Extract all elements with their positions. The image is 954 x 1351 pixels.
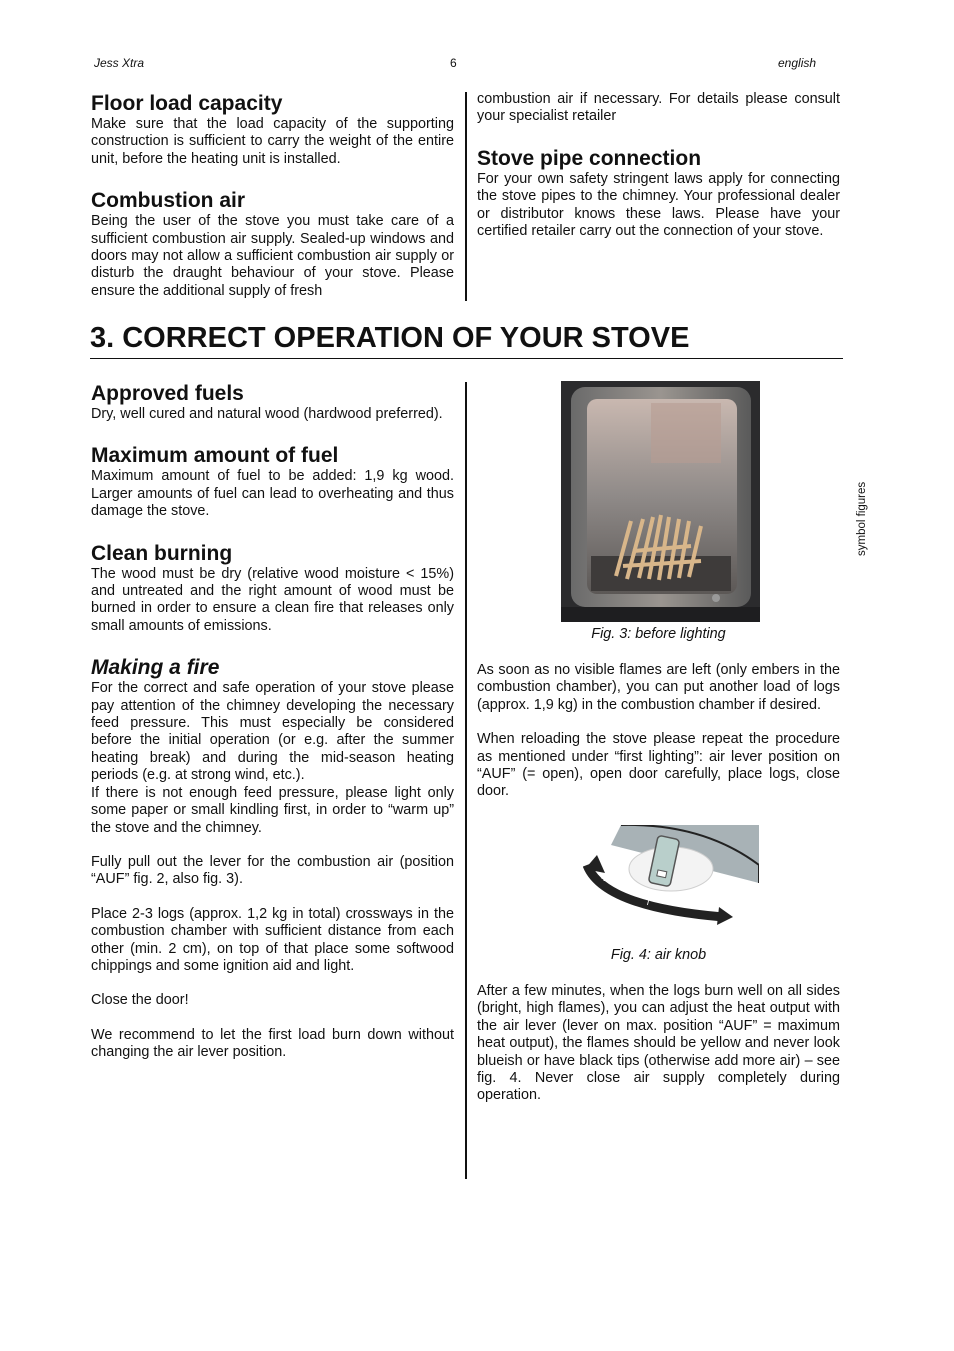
header-left: Jess Xtra	[94, 56, 145, 70]
pipe-text: For your own safety stringent laws apply for connecting the stove pipes to the chimney. Your professional dealer or distributor knows these laws. Please have your certified retailer carry out the connection of your stove.	[477, 170, 840, 240]
column-divider-top	[465, 92, 467, 301]
right-paragraph-2: When reloading the stove please repeat the procedure as mentioned under “first lighting”: air lever position on “AUF” (= open), open door carefully, place logs, close door.	[477, 731, 840, 800]
chapter-rule	[90, 358, 843, 359]
right-column-bottom	[477, 983, 840, 1105]
top-left-column	[91, 92, 454, 300]
fig4-caption: Fig. 4: air knob	[610, 947, 707, 963]
fire-paragraph-5: Close the door!	[91, 992, 189, 1009]
fig3-caption: Fig. 3: before lighting	[591, 626, 726, 642]
fire-paragraph-3: Fully pull out the lever for the combustion air (position “AUF” fig. 2, also fig. 3).	[91, 853, 454, 888]
left-column	[91, 382, 454, 1062]
fig4-air-knob	[583, 825, 759, 925]
fuels-title: Approved fuels	[91, 382, 244, 405]
fire-paragraph-2: If there is not enough feed pressure, please light only some paper or small kindling first, in order to “warm up” the stove and the chimney.	[91, 784, 454, 836]
right-paragraph-1: As soon as no visible flames are left (only embers in the combustion chamber), you can put another load of logs (approx. 1,9 kg) in the combustion chamber if desired.	[477, 662, 840, 713]
clean-text: The wood must be dry (relative wood moisture < 15%) and untreated and the right amount of wood must be burned in order to ensure a clean fire that releases only small amounts of emissions.	[91, 565, 454, 634]
air-continued: combustion air if necessary. For details please consult your specialist retailer	[477, 91, 840, 125]
right-paragraph-3: After a few minutes, when the logs burn well on all sides (bright, high flames), you can adjust the heat output with the air lever (lever on max. position “AUF” = maximum heat output), the flames should be yellow and never look blueish or have black tips (otherwise add more air) – see fig. 4. Never close air supply completely during operation.	[477, 983, 840, 1104]
column-divider-main	[465, 382, 467, 1179]
header-right: english	[778, 56, 817, 70]
fire-paragraph-4: Place 2-3 logs (approx. 1,2 kg in total) crossways in the combustion chamber with sufficient distance from each other (min. 2 cm), on top of that place some softwood chippings and some ignition aid and light.	[91, 905, 454, 974]
fire-paragraph-6: We recommend to let the first load burn down without changing the air lever position.	[91, 1026, 454, 1061]
sidebar-label: symbol figures	[856, 481, 868, 556]
top-right-column	[477, 91, 840, 240]
max-title: Maximum amount of fuel	[91, 444, 339, 468]
fig4-minus-label: –	[703, 903, 710, 915]
floor-text: Make sure that the load capacity of the supporting construction is sufficient to carry the weight of the entire unit, before the heating unit is installed.	[91, 116, 454, 167]
floor-title: Floor load capacity	[91, 92, 283, 115]
right-column-top	[477, 662, 840, 801]
air-title: Combustion air	[91, 189, 246, 213]
fire-title: Making a fire	[91, 656, 220, 680]
max-text: Maximum amount of fuel to be added: 1,9 kg wood. Larger amounts of fuel can lead to overheating and thus damage the stove.	[91, 468, 454, 520]
fig3-stove-photo	[561, 381, 760, 622]
chapter-title: 3. CORRECT OPERATION OF YOUR STOVE	[90, 322, 690, 354]
fig4-mid-label: /	[647, 897, 650, 908]
air-text: Being the user of the stove you must take care of a sufficient combustion air supply. Sealed-up windows and doors may not allow a sufficient combustion air supply or disturb the draught behaviour of your stove. Please ensure the additional supply of fresh	[91, 213, 454, 299]
fuels-text: Dry, well cured and natural wood (hardwood preferred).	[91, 406, 443, 422]
fire-paragraph-1: For the correct and safe operation of your stove please pay attention of the chimney developing the necessary feed pressure. This must especially be considered before the initial operation (or e.g. after the summer heating break) and during the mid-season heating periods (e.g. at strong wind, etc.).	[91, 680, 454, 784]
clean-title: Clean burning	[91, 541, 233, 565]
page-number: 6	[450, 56, 457, 70]
pipe-title: Stove pipe connection	[477, 146, 702, 170]
fig4-plus-label: +	[601, 873, 608, 885]
